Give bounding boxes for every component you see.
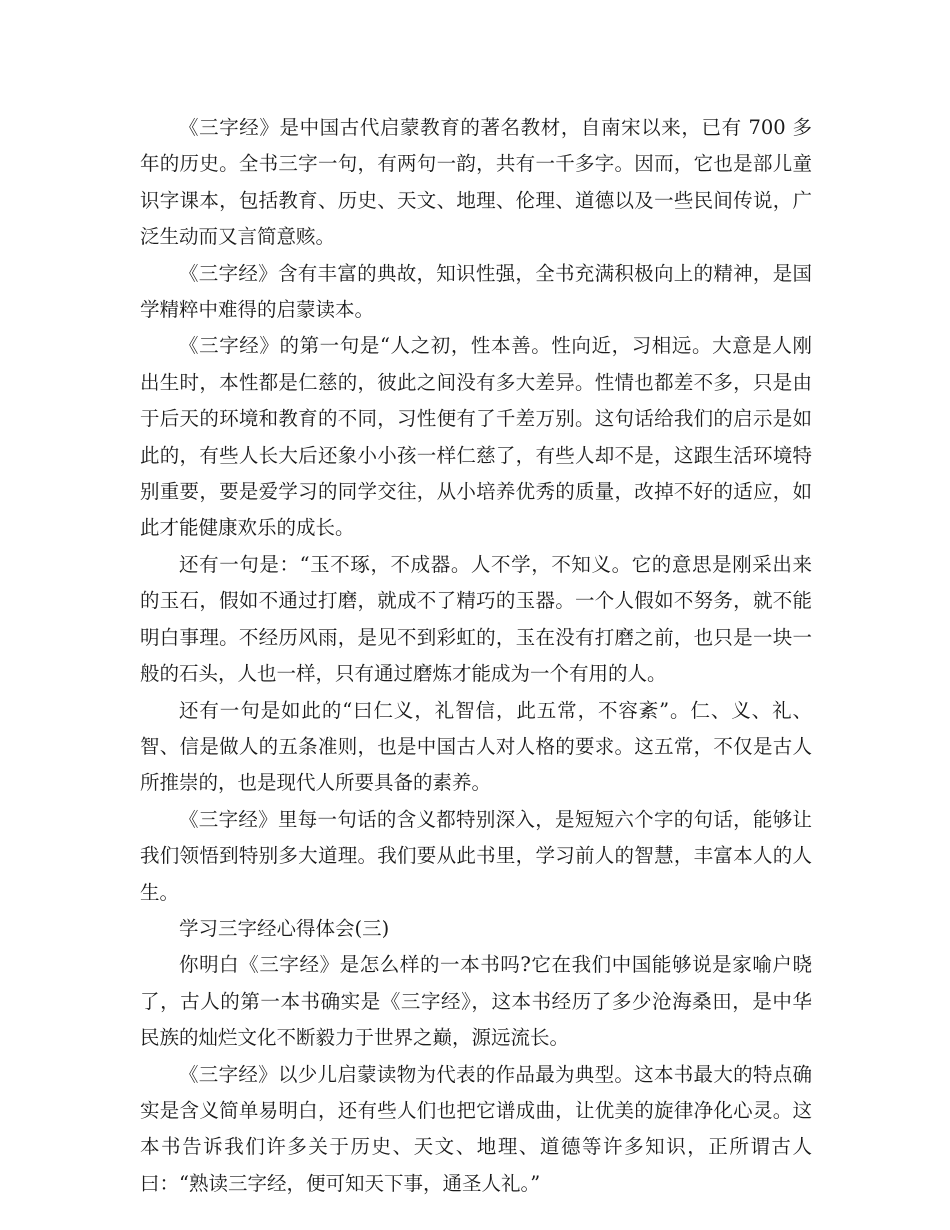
document-body [140,110,812,1202]
paragraph: 《三字经》里每一句话的含义都特别深入，是短短六个字的句话，能够让我们领悟到特别多大道理。我们要从此书里，学习前人的智慧，丰富本人的人生。 [140,807,812,904]
paragraph: 《三字经》的第一句是“人之初，性本善。性向近，习相远。大意是人刚出生时，本性都是仁慈的，彼此之间没有多大差异。性情也都差不多，只是由于后天的环境和教育的不同，习性便有了千差万别。这句话给我们的启示是如此的，有些人长大后还象小小孩一样仁慈了，有些人却不是，这跟生活环境特别重要，要是爱学习的同学交往，从小培养优秀的质量，改掉不好的适应，如此才能健康欢乐的成长。 [140,334,812,540]
paragraph: 你明白《三字经》是怎么样的一本书吗?它在我们中国能够说是家喻户晓了，古人的第一本书确实是《三字经》，这本书经历了多少沧海桑田，是中华民族的灿烂文化不断毅力于世界之巅，源远流长。 [140,953,812,1050]
paragraph: 还有一句是：“玉不琢，不成器。人不学，不知义。它的意思是刚采出来的玉石，假如不通过打磨，就成不了精巧的玉器。一个人假如不努务，就不能明白事理。不经历风雨，是见不到彩虹的，玉在没有打磨之前，也只是一块一般的石头，人也一样，只有通过磨炼才能成为一个有用的人。 [140,552,812,686]
paragraph: 《三字经》含有丰富的典故，知识性强，全书充满积极向上的精神，是国学精粹中难得的启蒙读本。 [140,261,812,322]
paragraph: 《三字经》以少儿启蒙读物为代表的作品最为典型。这本书最大的特点确实是含义简单易明白，还有些人们也把它谱成曲，让优美的旋律净化心灵。这本书告诉我们许多关于历史、天文、地理、道德等许多知识，正所谓古人曰：“熟读三字经，便可知天下事，通圣人礼。” [140,1062,812,1195]
paragraph: 《三字经》是中国古代启蒙教育的著名教材，自南宋以来，已有 700 多年的历史。全书三字一句，有两句一韵，共有一千多字。因而，它也是部儿童识字课本，包括教育、历史、天文、地理、伦理、道德以及一些民间传说，广泛生动而又言简意赅。 [140,116,812,249]
section-heading: 学习三字经心得体会(三) [179,916,390,940]
paragraph: 还有一句是如此的“曰仁义，礼智信，此五常，不容紊”。仁、义、礼、智、信是做人的五条准则，也是中国古人对人格的要求。这五常，不仅是古人所推崇的，也是现代人所要具备的素养。 [140,698,812,795]
